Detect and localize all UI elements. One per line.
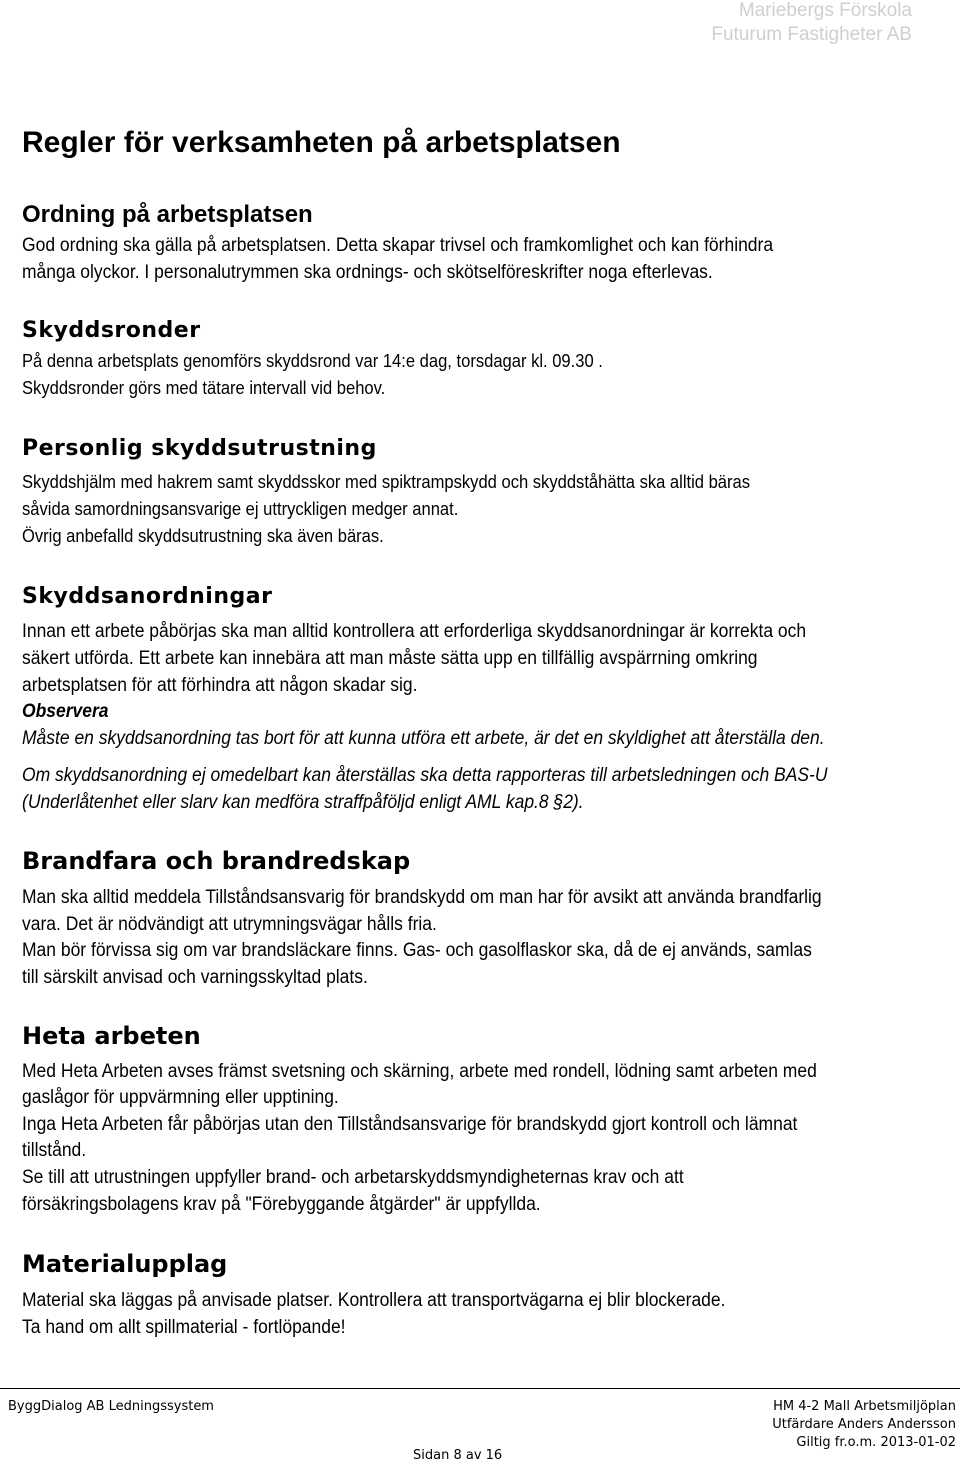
footer-doc-id: HM 4-2 Mall Arbetsmiljöplan xyxy=(773,1399,956,1414)
heading-skyddsanordningar: Skyddsanordningar xyxy=(22,584,273,609)
heta-line-3: Inga Heta Arbeten får påbörjas utan den Tillståndsansvarige för brandskydd gjort kontroll och lämnat xyxy=(22,1114,798,1135)
header-company: Mariebergs Förskola xyxy=(738,0,912,21)
heading-skyddsronder: Skyddsronder xyxy=(22,318,201,343)
heading-heta: Heta arbeten xyxy=(22,1022,201,1050)
footer-page-number: Sidan 8 av 16 xyxy=(413,1448,503,1463)
report-line-2: (Underlåtenhet eller slarv kan medföra straffpåföljd enligt AML kap.8 §2). xyxy=(22,792,584,813)
personlig-line-2: såvida samordningsansvarige ej uttryckligen medger annat. xyxy=(22,499,459,519)
brandfara-line-2: vara. Det är nödvändigt att utrymningsvägar hålls fria. xyxy=(22,914,437,935)
personlig-line-3: Övrig anbefalld skyddsutrustning ska även bäras. xyxy=(22,526,384,546)
footer-divider xyxy=(0,1388,960,1389)
heta-line-5: Se till att utrustningen uppfyller brand- och arbetarskyddsmyndigheternas krav och att xyxy=(22,1167,684,1188)
material-line-1: Material ska läggas på anvisade platser. Kontrollera att transportvägarna ej blir blockerade. xyxy=(22,1290,726,1311)
skyddsanordningar-line-2: säkert utförda. Ett arbete kan innebära att man måste sätta upp en tillfällig avspärrning omkring xyxy=(22,648,758,669)
heta-line-2: gaslågor för uppvärmning eller upptining. xyxy=(22,1087,339,1108)
heading-personlig: Personlig skyddsutrustning xyxy=(22,436,377,461)
heading-brandfara: Brandfara och brandredskap xyxy=(22,847,411,875)
personlig-line-1: Skyddshjälm med hakrem samt skyddsskor med spiktrampskydd och skyddståhätta ska alltid bäras xyxy=(22,472,751,492)
heta-line-6: försäkringsbolagens krav på "Förebyggande åtgärder" är uppfyllda. xyxy=(22,1194,541,1215)
footer-valid-from: Giltig fr.o.m. 2013-01-02 xyxy=(796,1435,956,1450)
heading-ordning: Ordning på arbetsplatsen xyxy=(22,201,313,228)
ordning-line-2: många olyckor. I personalutrymmen ska ordnings- och skötselföreskrifter noga efterlevas. xyxy=(22,262,713,283)
ordning-line-1: God ordning ska gälla på arbetsplatsen. Detta skapar trivsel och framkomlighet och kan förhindra xyxy=(22,235,774,256)
skyddsronder-line-2: Skyddsronder görs med tätare intervall vid behov. xyxy=(22,378,386,398)
page-title: Regler för verksamheten på arbetsplatsen xyxy=(22,126,621,159)
brandfara-line-4: till särskilt anvisad och varningsskyltad plats. xyxy=(22,967,368,988)
footer-issuer: Utfärdare Anders Andersson xyxy=(772,1417,956,1432)
report-line-1: Om skyddsanordning ej omedelbart kan återställas ska detta rapporteras till arbetsledningen och BAS-U xyxy=(22,765,828,786)
material-line-2: Ta hand om allt spillmaterial - fortlöpande! xyxy=(22,1317,346,1338)
heading-material: Materialupplag xyxy=(22,1250,228,1278)
brandfara-line-1: Man ska alltid meddela Tillståndsansvarig för brandskydd om man har för avsikt att använda brandfarlig xyxy=(22,887,822,908)
header-client: Futurum Fastigheter AB xyxy=(711,24,912,45)
skyddsanordningar-line-1: Innan ett arbete påbörjas ska man alltid kontrollera att erforderliga skyddsanordningar är korrekta och xyxy=(22,621,807,642)
brandfara-line-3: Man bör förvissa sig om var brandsläckare finns. Gas- och gasolflaskor ska, då de ej används, samlas xyxy=(22,940,812,961)
heta-line-4: tillstånd. xyxy=(22,1140,87,1161)
heta-line-1: Med Heta Arbeten avses främst svetsning och skärning, arbete med rondell, lödning samt arbeten med xyxy=(22,1061,817,1082)
skyddsronder-line-1: På denna arbetsplats genomförs skyddsrond var 14:e dag, torsdagar kl. 09.30 . xyxy=(22,351,603,371)
skyddsanordningar-line-3: arbetsplatsen för att förhindra att någon skadar sig. xyxy=(22,675,418,696)
observera-label: Observera xyxy=(22,701,109,722)
observera-line-1: Måste en skyddsanordning tas bort för att kunna utföra ett arbete, är det en skyldighet att återställa den. xyxy=(22,728,825,749)
footer-system: ByggDialog AB Ledningssystem xyxy=(8,1399,214,1414)
